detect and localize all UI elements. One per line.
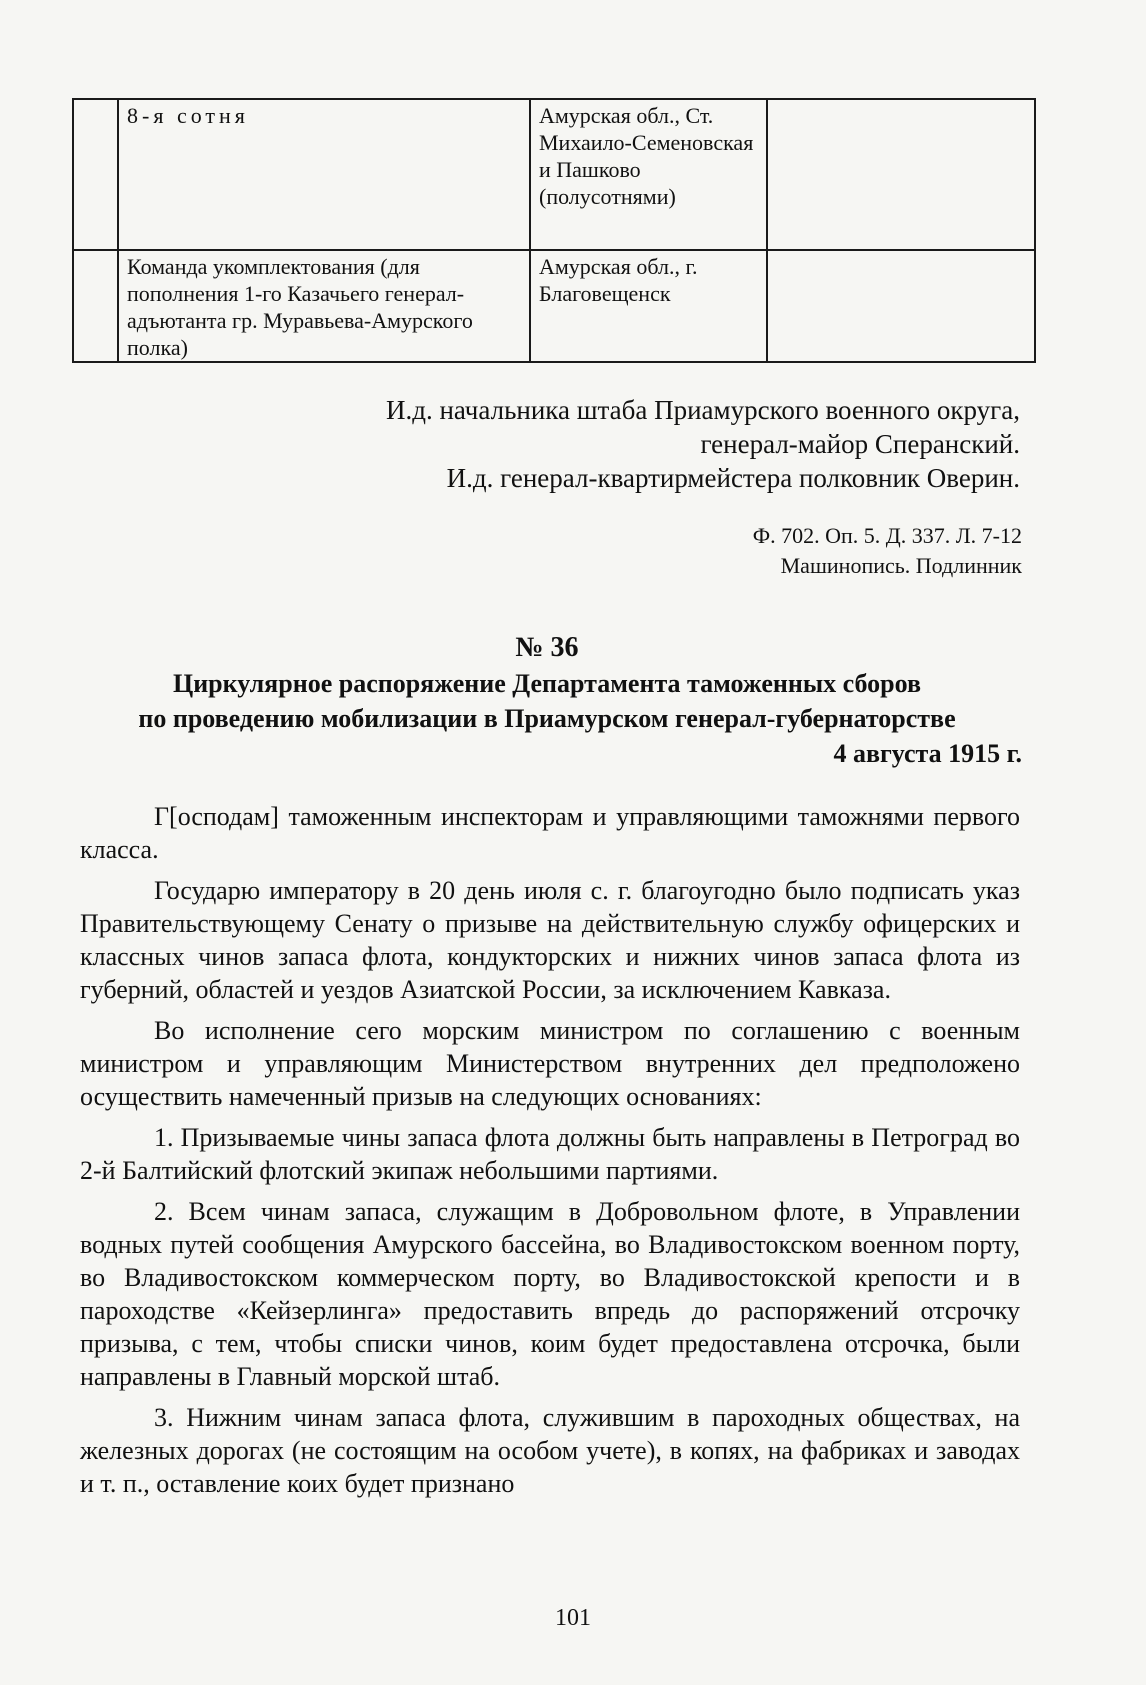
table-row — [73, 250, 1035, 362]
table-cell-unit: Команда укомплектования (для пополнения 1-го Казачьего генерал-адъютанта гр. Муравьева-Амурского полка) — [118, 250, 530, 362]
document-title-line: по проведению мобилизации в Приамурском генерал-губернаторстве — [138, 704, 956, 733]
document-date: 4 августа 1915 г. — [833, 739, 1022, 768]
paragraph: Государю императору в 20 день июля с. г. благоугодно было подписать указ Правительствующему Сенату о призыве на действительную службу офицерских и классных чинов запаса флота, кондукторских и нижних чинов запаса флота из губерний, областей и уездов Азиатской России, за исключением Кавказа. — [80, 876, 1020, 1004]
archive-source — [72, 521, 1022, 581]
table-cell-note — [767, 250, 1035, 362]
table-cell-number — [73, 250, 118, 362]
table-cell-note — [767, 99, 1035, 250]
document-type: Машинопись. Подлинник — [780, 553, 1022, 578]
table-cell-location: Амурская обл., г. Благовещенск — [530, 250, 767, 362]
document-title — [72, 666, 1022, 736]
archive-reference: Ф. 702. Оп. 5. Д. 337. Л. 7-12 — [752, 523, 1022, 548]
document-body — [80, 800, 1020, 1500]
table-row — [73, 99, 1035, 250]
paragraph-item-2: 2. Всем чинам запаса, служащим в Добровольном флоте, в Управлении водных путей сообщения Амурского бассейна, во Владивостокском военном порту, во Владивостокском коммерческом порту, во Владивостокской крепости и в пароходстве «Кейзерлинга» предоставить впредь до распоряжений отсрочку призыва, с тем, чтобы списки чинов, коим будет предоставлена отсрочка, были направлены в Главный морской штаб. — [80, 1197, 1020, 1391]
paragraph-address: Г[осподам] таможенным инспекторам и управляющими таможнями первого класса. — [80, 802, 1020, 864]
table-cell-unit: 8-я сотня — [118, 99, 530, 250]
signature-line: И.д. начальника штаба Приамурского военного округа, — [385, 395, 1020, 425]
page-number: 101 — [555, 1605, 591, 1631]
signature-block — [72, 393, 1020, 495]
document-number: № 36 — [515, 632, 579, 663]
units-table — [72, 98, 1036, 363]
document-title-line: Циркулярное распоряжение Департамента таможенных сборов — [172, 669, 922, 698]
table-cell-location: Амурская обл., Ст. Михаило-Семеновская и Пашково (полусотнями) — [530, 99, 767, 250]
paragraph-item-1: 1. Призываемые чины запаса флота должны быть направлены в Петроград во 2-й Балтийский флотский экипаж небольшими партиями. — [80, 1123, 1020, 1185]
signature-line: генерал-майор Сперанский. — [700, 429, 1020, 459]
table-cell-number — [73, 99, 118, 250]
paragraph-item-3: 3. Нижним чинам запаса флота, служившим в пароходных обществах, на железных дорогах (не состоящим на особом учете), в копях, на фабриках и заводах и т. п., оставление коих будет признано — [80, 1403, 1020, 1498]
paragraph: Во исполнение сего морским министром по соглашению с военным министром и управляющим Министерством внутренних дел предположено осуществить намеченный призыв на следующих основаниях: — [80, 1016, 1020, 1111]
signature-line: И.д. генерал-квартирмейстера полковник Оверин. — [446, 463, 1020, 493]
